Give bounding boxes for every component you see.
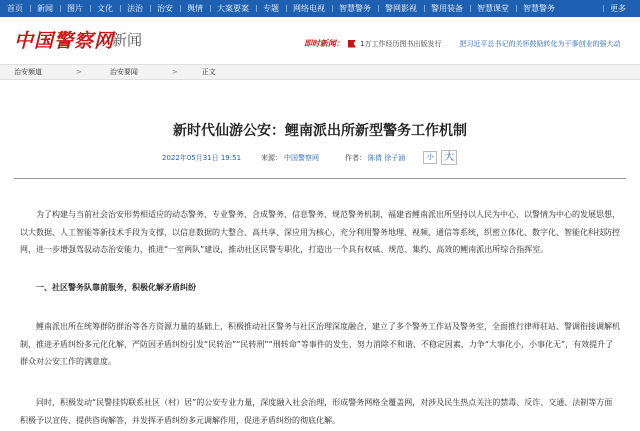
nav-item-smart-classroom[interactable]: 智慧课堂 xyxy=(470,0,516,17)
nav-more-link[interactable]: 更多 xyxy=(603,0,640,17)
site-header xyxy=(0,17,640,62)
breadcrumb-separator: > xyxy=(76,68,82,76)
nav-item-police-film[interactable]: 警网影视 xyxy=(378,0,424,17)
article-title: 新时代仙游公安：鲤南派出所新型警务工作机制 xyxy=(173,123,467,139)
nav-item-security[interactable]: 治安 xyxy=(150,0,180,17)
content-divider xyxy=(14,178,626,179)
source-link[interactable]: 中国警察网 xyxy=(284,153,320,162)
nav-item-police-equipment[interactable]: 警用装备 xyxy=(424,0,470,17)
breadcrumb-current: 正文 xyxy=(201,68,216,76)
source-label: 来源： xyxy=(261,153,283,162)
nav-item-law[interactable]: 法治 xyxy=(120,0,150,17)
article-paragraph: 鲤南派出所在统筹群防群治等各方资源力量的基础上，积极推动社区警务与社区治理深度融合，建立了多个警务工作站及警务室，全面推行律师驻站、警调衔接调解机制，推进矛盾纠纷多元化化解，严防因矛盾纠纷引发“民转治”“民转刑”“刑转命”等事件的发生，努力消除不和谐、不稳定因素，力争“大事化小，小事化无”，有效提升了群众对公安工作的满意度。 xyxy=(20,322,620,366)
font-small-button[interactable]: 小 xyxy=(423,151,437,164)
ticker-link-1[interactable]: 1万工作经历图书出版发行 xyxy=(360,39,442,48)
nav-item-topics[interactable]: 专题 xyxy=(256,0,286,17)
breadcrumb-security-news[interactable]: 治安要闻 xyxy=(109,68,138,76)
nav-item-major-cases[interactable]: 大案要案 xyxy=(210,0,256,17)
author-name: 陈倩 徐子涵 xyxy=(368,153,406,162)
top-nav-bar xyxy=(0,0,640,17)
nav-item-opinion[interactable]: 舆情 xyxy=(180,0,210,17)
nav-item-news[interactable]: 新闻 xyxy=(30,0,60,17)
site-logo[interactable]: 中国警察网 xyxy=(14,30,115,52)
flag-icon xyxy=(348,40,356,48)
ticker-link-2[interactable]: 把习近平总书记的关怀鼓励转化为干事创业的强大动 xyxy=(459,39,621,48)
nav-item-smart-policing[interactable]: 智慧警务 xyxy=(332,0,378,17)
article-paragraph: 为了构建与当前社会治安形势相适应的动态警务、专业警务、合成警务、信息警务、规范警务机制，福建省鲤南派出所坚持以人民为中心、以警情为中心的发展思想，以大数据、人工智能等新技术手段为支撑，以信息数据的大整合、高共享、深应用为核心，充分利用警务地理、视频、通信等系统，织密立体化、数字化、智能化科技防控网，进一步增强驾驭动态治安能力，推进“一室两队”建设，推动社区民警专职化，打造出一个具有权威、规范、集约、高效的鲤南派出所综合指挥室。 xyxy=(20,210,620,254)
nav-item-smart-policing-2[interactable]: 智慧警务 xyxy=(516,0,562,17)
article-paragraph: 同时，积极发动“民警挂钩联系社区（村）居”的公安专业力量，深度融入社会治理，形成警务网格全覆盖网，对涉及民生热点关注的禁毒、反诈、交通、法制等方面积极予以宣传、提供咨询解答，并发挥矛盾纠纷多元调解作用，促进矛盾纠纷的彻底化解。 xyxy=(20,398,613,425)
publish-date: 2022年05月31日 19:51 xyxy=(162,153,242,162)
section-name: 新闻 xyxy=(112,31,143,49)
nav-item-culture[interactable]: 文化 xyxy=(90,0,120,17)
nav-item-network-tv[interactable]: 网络电视 xyxy=(286,0,332,17)
breadcrumb xyxy=(0,64,640,80)
font-large-button[interactable]: 大 xyxy=(441,150,457,165)
section-heading: 一、社区警务队靠前服务，积极化解矛盾纠纷 xyxy=(36,283,196,292)
nav-item-pictures[interactable]: 图片 xyxy=(60,0,90,17)
article-meta xyxy=(162,150,457,165)
breadcrumb-separator: > xyxy=(171,68,178,76)
news-ticker xyxy=(304,38,620,49)
ticker-tag: 即时新闻： xyxy=(304,39,344,48)
breadcrumb-security-channel[interactable]: 治安频道 xyxy=(14,68,42,76)
author-label: 作者： xyxy=(345,153,367,162)
nav-item-home[interactable]: 首页 xyxy=(7,4,23,13)
